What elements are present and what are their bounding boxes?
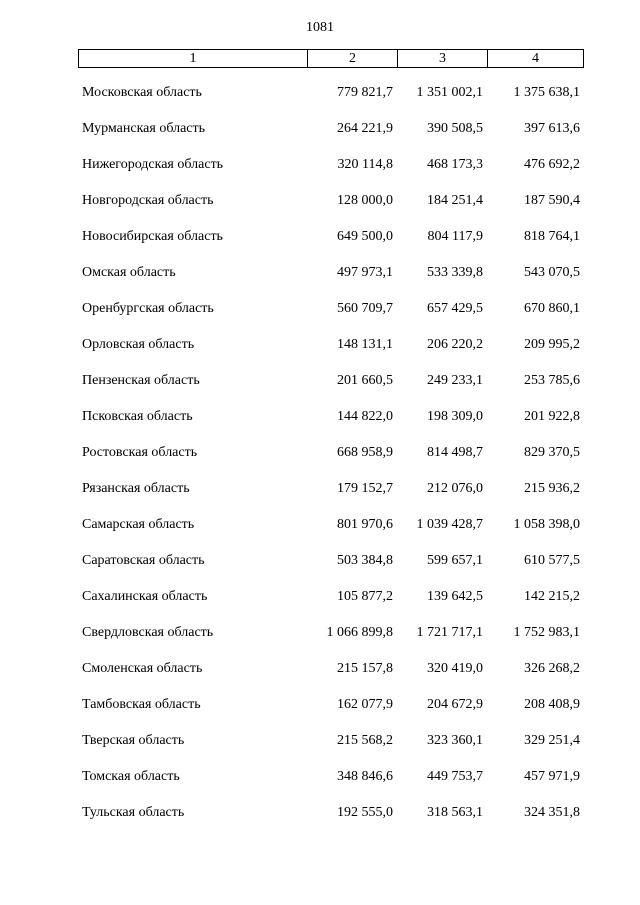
table-row [0, 732, 640, 768]
table-row [0, 228, 640, 264]
table-row [0, 84, 640, 120]
table-row [0, 804, 640, 840]
table-row [0, 552, 640, 588]
value-col3-cell: 204 672,9 [427, 697, 483, 712]
value-col4-cell: 215 936,2 [524, 481, 580, 496]
value-col3-cell: 1 039 428,7 [416, 517, 483, 532]
region-name-cell: Тамбовская область [82, 697, 201, 712]
value-col3-cell: 449 753,7 [427, 769, 483, 784]
table-row [0, 372, 640, 408]
region-name-cell: Свердловская область [82, 625, 214, 640]
region-name-cell: Нижегородская область [82, 157, 224, 172]
value-col4-cell: 329 251,4 [524, 733, 580, 748]
value-col2-cell: 801 970,6 [337, 517, 393, 532]
region-name-cell: Смоленская область [82, 661, 203, 676]
value-col2-cell: 264 221,9 [337, 121, 393, 136]
value-col2-cell: 179 152,7 [337, 481, 393, 496]
region-name-cell: Тульская область [82, 805, 185, 820]
table-row [0, 516, 640, 552]
value-col3-cell: 206 220,2 [427, 337, 483, 352]
value-col3-cell: 323 360,1 [427, 733, 483, 748]
value-col4-cell: 253 785,6 [524, 373, 580, 388]
value-col4-cell: 187 590,4 [524, 193, 580, 208]
table-row [0, 120, 640, 156]
table-body [0, 84, 640, 840]
value-col4-cell: 142 215,2 [524, 589, 580, 604]
value-col3-cell: 390 508,5 [427, 121, 483, 136]
region-name-cell: Саратовская область [82, 553, 205, 568]
table-row [0, 660, 640, 696]
value-col3-cell: 1 351 002,1 [416, 85, 483, 100]
value-col2-cell: 192 555,0 [337, 805, 393, 820]
region-name-cell: Оренбургская область [82, 301, 214, 316]
value-col4-cell: 1 375 638,1 [513, 85, 580, 100]
value-col4-cell: 209 995,2 [524, 337, 580, 352]
value-col4-cell: 324 351,8 [524, 805, 580, 820]
value-col3-cell: 657 429,5 [427, 301, 483, 316]
value-col3-cell: 804 117,9 [427, 229, 483, 244]
table-row [0, 192, 640, 228]
value-col2-cell: 779 821,7 [337, 85, 393, 100]
region-name-cell: Ростовская область [82, 445, 198, 460]
table-row [0, 624, 640, 660]
value-col2-cell: 162 077,9 [337, 697, 393, 712]
value-col2-cell: 497 973,1 [337, 265, 393, 280]
column-header-4: 4 [532, 51, 539, 66]
table-row [0, 300, 640, 336]
table-row [0, 264, 640, 300]
table-row [0, 588, 640, 624]
region-name-cell: Рязанская область [82, 481, 190, 496]
value-col3-cell: 533 339,8 [427, 265, 483, 280]
value-col3-cell: 814 498,7 [427, 445, 483, 460]
region-name-cell: Тверская область [82, 733, 185, 748]
value-col4-cell: 1 058 398,0 [513, 517, 580, 532]
column-header-1: 1 [79, 50, 308, 67]
column-header-row [78, 49, 584, 68]
value-col2-cell: 649 500,0 [337, 229, 393, 244]
table-row [0, 156, 640, 192]
table-row [0, 696, 640, 732]
table-row [0, 480, 640, 516]
value-col4-cell: 610 577,5 [524, 553, 580, 568]
value-col3-cell: 468 173,3 [427, 157, 483, 172]
value-col2-cell: 320 114,8 [337, 157, 393, 172]
value-col2-cell: 201 660,5 [337, 373, 393, 388]
value-col3-cell: 184 251,4 [427, 193, 483, 208]
value-col2-cell: 1 066 899,8 [326, 625, 393, 640]
value-col4-cell: 457 971,9 [524, 769, 580, 784]
region-name-cell: Мурманская область [82, 121, 206, 136]
column-header-2: 2 [308, 50, 398, 67]
region-name-cell: Орловская область [82, 337, 195, 352]
region-name-cell: Московская область [82, 85, 202, 100]
region-name-cell: Омская область [82, 265, 176, 280]
value-col2-cell: 560 709,7 [337, 301, 393, 316]
value-col4-cell: 670 860,1 [524, 301, 580, 316]
table-row [0, 444, 640, 480]
value-col2-cell: 215 568,2 [337, 733, 393, 748]
value-col4-cell: 397 613,6 [524, 121, 580, 136]
region-name-cell: Новгородская область [82, 193, 214, 208]
value-col3-cell: 599 657,1 [427, 553, 483, 568]
column-header-3: 3 [398, 50, 488, 67]
region-name-cell: Сахалинская область [82, 589, 208, 604]
value-col4-cell: 818 764,1 [524, 229, 580, 244]
value-col4-cell: 829 370,5 [524, 445, 580, 460]
value-col2-cell: 144 822,0 [337, 409, 393, 424]
value-col2-cell: 503 384,8 [337, 553, 393, 568]
value-col4-cell: 208 408,9 [524, 697, 580, 712]
value-col3-cell: 139 642,5 [427, 589, 483, 604]
value-col4-cell: 326 268,2 [524, 661, 580, 676]
region-name-cell: Пензенская область [82, 373, 200, 388]
table-row [0, 768, 640, 804]
value-col2-cell: 348 846,6 [337, 769, 393, 784]
value-col2-cell: 105 877,2 [337, 589, 393, 604]
value-col2-cell: 148 131,1 [337, 337, 393, 352]
region-name-cell: Новосибирская область [82, 229, 223, 244]
value-col3-cell: 318 563,1 [427, 805, 483, 820]
value-col2-cell: 215 157,8 [337, 661, 393, 676]
region-name-cell: Самарская область [82, 517, 195, 532]
value-col2-cell: 668 958,9 [337, 445, 393, 460]
value-col4-cell: 543 070,5 [524, 265, 580, 280]
value-col4-cell: 1 752 983,1 [513, 625, 580, 640]
value-col2-cell: 128 000,0 [337, 193, 393, 208]
region-name-cell: Псковская область [82, 409, 193, 424]
value-col3-cell: 212 076,0 [427, 481, 483, 496]
value-col4-cell: 476 692,2 [524, 157, 580, 172]
value-col3-cell: 320 419,0 [427, 661, 483, 676]
region-name-cell: Томская область [82, 769, 180, 784]
value-col4-cell: 201 922,8 [524, 409, 580, 424]
value-col3-cell: 198 309,0 [427, 409, 483, 424]
table-row [0, 336, 640, 372]
value-col3-cell: 1 721 717,1 [416, 625, 483, 640]
page-number: 1081 [306, 20, 334, 35]
value-col3-cell: 249 233,1 [427, 373, 483, 388]
table-row [0, 408, 640, 444]
